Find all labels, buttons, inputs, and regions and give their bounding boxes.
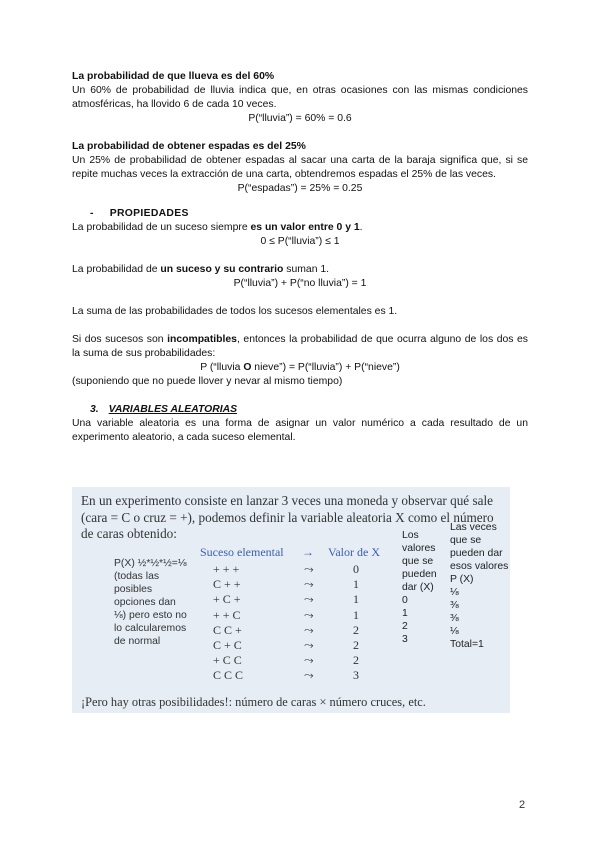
table-cell-arrow: ⤳ (304, 622, 314, 637)
property-4-formula: P (“lluvia O nieve”) = P(“lluvia”) + P(“nieve”) (200, 362, 400, 373)
table-cell-valor: 2 (353, 638, 359, 652)
section3-text: Una variable aleatoria es una forma de asignar un valor numérico a cada resultado de un experimento aleatorio, a cada suceso elemental. (72, 418, 528, 443)
section3-number: 3. (90, 404, 99, 415)
block2-formula: P(“espadas”) = 25% = 0.25 (237, 183, 363, 194)
table-cell-arrow: ⤳ (304, 607, 314, 622)
table-cell-arrow: ⤳ (304, 653, 314, 668)
values-header: Los valores que se pueden dar (X) (402, 530, 437, 593)
probability-total: Total=1 (450, 639, 484, 650)
block2-text: Un 25% de probabilidad de obtener espadas al sacar una carta de la baraja significa que, si se repite muchas veces la extracción de una carta, obtendremos espadas el 25% de las veces. (72, 155, 528, 180)
section3-heading (72, 403, 528, 417)
table-header-valor: Valor de X (328, 545, 380, 559)
property-1: La probabilidad de un suceso siempre es un valor entre 0 y 1. (72, 222, 363, 233)
example-image-box (72, 487, 510, 713)
property-4: Si dos sucesos son incompatibles, entonces la probabilidad de que ocurra alguno de los dos es la suma de sus probabilidades: (72, 334, 528, 359)
values-column (402, 529, 452, 646)
property-3: La suma de las probabilidades de todos los sucesos elementales es 1. (72, 306, 398, 317)
probabilities-header: Las veces que se pueden dar esos valores P (X) (450, 522, 509, 585)
table-cell-valor: 1 (353, 577, 359, 592)
example-intro: En un experimento consiste en lanzar 3 veces una moneda y observar qué sale (cara = C o cruz = +), podemos definir la variable aleatoria X como el número de caras obtenido: (81, 493, 494, 541)
probability-item: ⅜ (450, 600, 459, 611)
table-cell-suceso: + C C (213, 653, 242, 668)
value-item: 3 (402, 634, 408, 645)
probability-item: ⅛ (450, 626, 459, 637)
table-cell-arrow: ⤳ (304, 592, 314, 607)
value-item: 2 (402, 621, 408, 632)
property-4-note: (suponiendo que no puede llover y nevar al mismo tiempo) (72, 376, 343, 387)
table-cell-suceso: + C + (213, 592, 241, 607)
table-header-suceso: Suceso elemental (200, 545, 284, 559)
block1-title: La probabilidad de que llueva es del 60% (72, 71, 275, 82)
example-footer: ¡Pero hay otras posibilidades!: número de caras × número cruces, etc. (81, 695, 426, 709)
table-cell-suceso: + + + (213, 562, 240, 576)
property-1-formula: 0 ≤ P(“lluvia”) ≤ 1 (260, 236, 340, 247)
property-2: La probabilidad de un suceso y su contrario suman 1. (72, 264, 330, 275)
table-header-arrow: → (302, 545, 314, 559)
bullet-marker: - (90, 208, 94, 219)
section3-title: VARIABLES ALEATORIAS (108, 404, 238, 415)
table-cell-arrow: ⤳ (304, 638, 314, 652)
table-cell-valor: 2 (353, 653, 359, 668)
probabilities-column (450, 521, 510, 651)
page-number: 2 (519, 799, 526, 811)
table-cell-suceso: C + + (213, 577, 241, 592)
table-cell-valor: 3 (353, 668, 359, 683)
table-cell-valor: 1 (353, 592, 359, 607)
probability-item: ⅛ (450, 587, 459, 598)
table-cell-arrow: ⤳ (304, 668, 314, 683)
table-cell-arrow: ⤳ (304, 577, 314, 592)
table-cell-valor: 2 (353, 622, 359, 637)
table-cell-suceso: C C C (213, 668, 244, 683)
table-cell-suceso: + + C (213, 607, 241, 622)
block2-title: La probabilidad de obtener espadas es del 25% (72, 141, 306, 152)
properties-title: PROPIEDADES (109, 208, 189, 219)
value-item: 1 (402, 608, 408, 619)
handwritten-note-left: P(X) ½*½*½=⅛ (todas las posibles opciones dan ⅛) pero esto no lo calcularemos de normal (114, 558, 187, 647)
value-item: 0 (402, 595, 408, 606)
table-cell-valor: 0 (353, 562, 359, 576)
block1-formula: P(“lluvia”) = 60% = 0.6 (248, 113, 352, 124)
property-2-formula: P(“lluvia”) + P(“no lluvia”) = 1 (233, 278, 367, 289)
probability-item: ⅜ (450, 613, 459, 624)
table-cell-arrow: ⤳ (304, 562, 314, 576)
table-cell-suceso: C + C (213, 638, 242, 652)
table-cell-suceso: C C + (213, 622, 242, 637)
table-cell-valor: 1 (353, 607, 359, 622)
page-body (72, 70, 528, 445)
block1-text: Un 60% de probabilidad de lluvia indica que, en otras ocasiones con las mismas condiciones atmosféricas, ha llovido 6 de cada 10 veces. (72, 85, 528, 110)
properties-heading (72, 207, 528, 221)
